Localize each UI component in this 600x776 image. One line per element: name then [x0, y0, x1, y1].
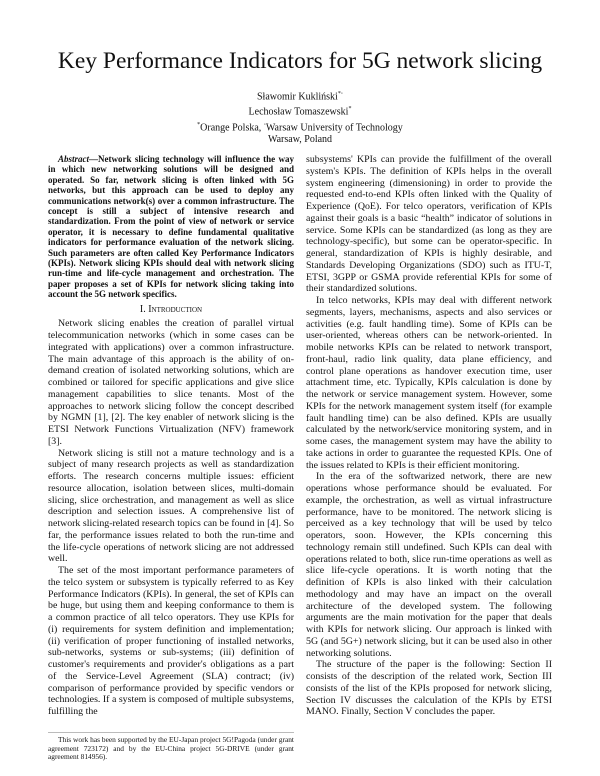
paragraph: Network slicing enables the creation of parallel virtual telecommunication networks (which in some cases can be integrated with applications) over a common infrastructure. The main advantage of this approach is the ability of on-demand creation of isolated networking solutions, which are combined or tailored for specific applications and give slice management capabilities to slice tenants. Most of the approaches to network slicing follow the concept described by NGMN [1], [2]. The key enabler of network slicing is the ETSI Network Functions Virtualization (NFV) framework [3].	[48, 318, 294, 447]
section-heading: I. Introduction	[139, 303, 203, 315]
left-column	[48, 154, 294, 762]
author-name: Sławomir Kukliński	[257, 91, 338, 103]
author-mark: *◦	[337, 91, 343, 97]
paragraph: In the era of the softwarized network, there are new operations whose performance should be evaluated. For example, the orchestration, as well as virtual infrastructure performance, have to be monitored. The network slicing is perceived as a key technology that will be used by telco operators, soon. However, the KPIs concerning this technology remain still undefined. Such KPIs can deal with operations related to both, slice run-time operations as well as slice life-cycle operations. It is worth noting that the definition of KPIs is also linked with their calculation methodology and may have an impact on the overall architecture of the developed system. The following arguments are the main motivation for the paper that deals with KPIs for network slicing. Our approach is linked with 5G (and 5G+) network slicing, but it can be used also in other networking solutions.	[306, 471, 552, 659]
paper-title: Key Performance Indicators for 5G network slicing	[57, 48, 543, 74]
paragraph: In telco networks, KPIs may deal with different network segments, layers, mechanisms, aspects and also services or activities (e.g. fault handling time). Some of KPIs can be user-oriented, whereas others can be network-oriented. In mobile networks KPIs can be related to network transport, front-haul, radio link quality, data plane efficiency, and control plane operations as handover execution time, user attachment time, etc. Typically, KPIs calculation is done by the network or service management system. However, some KPIs for the network management system itself (for example fault handling time) can be also defined. KPIs are usually calculated by the network/service monitoring system, and in some cases, the management system may have the ability to take actions in order to guarantee the requested KPIs. One of the issues related to KPIs is their efficient monitoring.	[306, 295, 552, 471]
paragraph: subsystems' KPIs can provide the fulfillment of the overall system's KPIs. The definition of KPIs helps in the overall system engineering (dimensioning) in order to provide the requested end-to-end KPIs often linked with the Quality of Experience (QoE). For telco operators, verification of KPIs against their goals is a basic “health” indicator of solutions in service. Some KPIs can be standardized (as long as they are technology-specific), but some can be operator-specific. In general, standardization of KPIs is highly desirable, and Standards Developing Organizations (SDO) such as ITU-T, ETSI, 3GPP or GSMA provide referential KPIs for some of their standardized solutions.	[306, 154, 552, 295]
affiliation-mark: ◦	[263, 121, 266, 128]
author-2	[0, 103, 600, 118]
paragraph: Network slicing is still not a mature technology and is a subject of many research projects as well as standardization efforts. The research concerns multiple issues: efficient resource allocation, isolation between slices, multi-domain slicing, slice orchestration, and management as well as slice description and selection issues. A comprehensive list of network slicing-related research topics can be found in [4]. So far, the performance issues related to both the run-time and the life-cycle operations of network slicing are not addressed well.	[48, 447, 294, 565]
author-1	[0, 88, 600, 103]
paragraph: The set of the most important performance parameters of the telco system or subsystem is typically referred to as Key Performance Indicators (KPIs). In general, the set of KPIs can be huge, but using them and keeping conformance to them is a common practice of all telco operators. They use KPIs for (i) requirements for system definition and implementation; (ii) verification of proper functioning of installed networks, sub-networks, systems or sub-systems; (iii) definition of customer's requirements and provider's obligations as a part of the Service-Level Agreement (SLA) contract; (iv) comparison of performance provided by specific vendors or technologies. If a system is composed of multiple subsystems, fulfilling the	[48, 565, 294, 718]
right-column	[306, 154, 552, 718]
author-name: Lechosław Tomaszewski	[248, 106, 349, 118]
abstract	[48, 154, 294, 300]
abstract-label: Abstract	[58, 154, 90, 164]
footnote: This work has been supported by the EU-Japan project 5G!Pagoda (under grant agreement 723172) and by the EU-China project 5G-DRIVE (under grant agreement 814956).	[48, 732, 294, 762]
affiliation-org: Orange Polska,	[200, 121, 264, 133]
author-mark: *	[348, 106, 352, 113]
paragraph: The structure of the paper is the following: Section II consists of the description of the related work, Section III consists of the list of the KPIs proposed for network slicing, Section IV discusses the calculation of the KPIs by ETSI MANO. Finally, Section V concludes the paper.	[306, 659, 552, 718]
affiliation-mark: *	[197, 121, 201, 128]
location: Warsaw, Poland	[267, 133, 333, 145]
abstract-text: —Network slicing technology will influence the way in which new networking solutions will be designed and operated. So far, network slicing is often linked with 5G networks, but this approach can be used to deploy any communications network(s) over a common infrastructure. The concept is still a subject of intensive research and standardization. From the point of view of network or service operator, it is necessary to define fundamental qualitative indicators for performance evaluation of the network slicing. Such parameters are often called Key Performance Indicators (KPIs). Network slicing KPIs should deal with network slicing run-time and life-cycle management and orchestration. The paper proposes a set of KPIs for network slicing taking into account the 5G network specifics.	[48, 154, 294, 300]
affiliation	[0, 119, 600, 134]
author-block	[0, 88, 600, 146]
affiliation-org: Warsaw University of Technology	[265, 121, 403, 133]
